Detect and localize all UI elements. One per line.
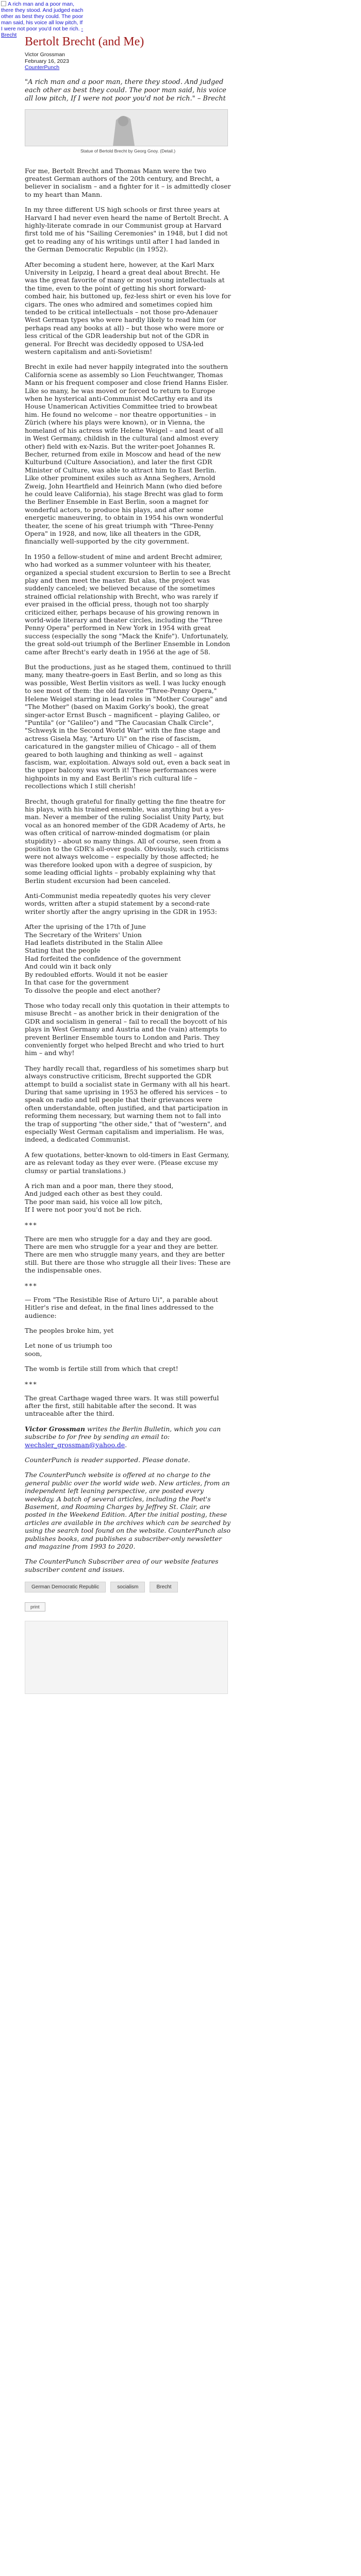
verse: A rich man and a poor man, there they stood, And judged each other as best they could. The poor man said, his voice all low pitch, If I were not poor you'd not be rich. — [25, 1182, 174, 1214]
bio-email-link[interactable]: wechsler_grossman@yahoo.de — [25, 1440, 125, 1449]
poem-line: After the uprising of the 17th of June — [25, 923, 146, 931]
bio-text: writes the Berlin Bulletin, which you can subscribe to for free by sending an email to: — [25, 1425, 221, 1441]
paragraph: Brecht, though grateful for finally getting the fine theatre for his plays, with his trained ensemble, was anything but a yes-man. Never a member of the ruling Socialist Unity Party, but vocal as an honored member of the GDR Academy of Arts, he was often critical of narrow-minded dogmatism (or plain stupidity) – about so many things. All of course, seen from a position to the GDR's all-over goals. Obviously, such criticisms were not always welcome – especially by those affected; he was therefore looked upon with a degree of suspicion, by some leading official lights – probably explaining why that Berlin student excursion had been canceled. — [25, 797, 229, 885]
tag[interactable]: German Democratic Republic — [25, 1582, 106, 1592]
poem-line: And could win it back only — [25, 962, 111, 971]
paragraph: A few quotations, better-known to old-timers in East Germany, are as relevant today as they ever were. (Please excuse my clumsy or partial translations.) — [25, 1150, 229, 1175]
support-note: CounterPunch is reader supported. Please donate. — [25, 1455, 190, 1464]
statue-image — [25, 109, 228, 146]
tag[interactable]: Brecht — [150, 1582, 178, 1592]
subscriber-blurb: The CounterPunch Subscriber area of our website features subscriber content and issues. — [25, 1557, 219, 1573]
statue-icon — [25, 110, 227, 146]
article-body — [25, 167, 231, 1574]
tag-list — [25, 1581, 231, 1596]
paragraph: There are men who struggle for a day and they are good. There are men who struggle for a year and they are better. There are men who struggle many years, and they are better still. But there are those who struggle all their lives: These are the indispensable ones. — [25, 1234, 231, 1275]
article-meta — [25, 52, 231, 71]
paragraph: After becoming a student here, however, at the Karl Marx University in Leipzig, I heard a great deal about Brecht. He was the great favorite of many or most young intellectuals at the time, even to the point of getting his short forward-combed hair, his buttoned up, fez-less shirt or even his love for cigars. The ones who admired and sometimes copied him tended to be critical intellectuals – not those pro-Adenauer West German types who were hardly likely to read him (or perhaps read any books at all) – but those who were more or less critical of the GDR leadership but not of the GDR in general. For Brecht was decidedly opposed to USA-led western capitalism and anti-Sovietism! — [25, 260, 231, 356]
header-image-alt: A rich man and a poor man, there they stood. And judged each other as best they could. The poor man said, his voice all low pitch, If I were not poor you'd not be rich. — [1, 1, 84, 32]
poem-line: To dissolve the people and elect another? — [25, 986, 160, 994]
epigraph: "A rich man and a poor man, there they stood. And judged each other as best they could. The poor man said, his voice all low pitch, If I were not poor you'd not be rich." – Brecht — [25, 78, 226, 103]
paragraph: The peoples broke him, yet — [25, 1326, 114, 1334]
poem-line: Had leaflets distributed in the Stalin Allee — [25, 939, 163, 947]
broken-image-icon — [1, 1, 6, 6]
paragraph: — From "The Resistible Rise of Arturo Ui", a parable about Hitler's rise and defeat, in the final lines addressed to the audience: — [25, 1295, 218, 1319]
ad-placeholder — [25, 1621, 228, 1694]
bio-tail: . — [125, 1440, 127, 1449]
author: Victor Grossman — [25, 52, 65, 58]
poem-line: Had forfeited the confidence of the government — [25, 954, 181, 962]
paragraph: But the productions, just as he staged them, continued to thrill many, many theatre-goers in East Berlin, and so long as this was possible, West Berlin visitors as well. I was lucky enough to see most of them: the old favorite "Three-Penny Opera," Helene Weigel starring in lead roles in "Mother Courage" and "The Mother" (based on Maxim Gorky's book), the great singer-actor Ernst Busch – magnificent – playing Galileo, or "Puntila" (or "Galileo") and "The Caucasian Chalk Circle", "Schweyk in the Second World War" with the fine stage and actress Gisela May, "Arturo Ui" on the rise of fascism, caricatured in the gangster milieu of Chicago – all of them geared to both laughing and thinking as well – against fascism, war, exploitation. Always sold out, even a back seat in the upper balcony was worth it! These performances were highpoints in my and East Berlin's rich cultural life – recollections which I still cherish! — [25, 663, 231, 790]
paragraph: Those who today recall only this quotation in their attempts to misuse Brecht – as another brick in their denigration of the GDR and socialism in general – fail to recall the boycott of his plays in West Germany and Austria and the (vain) attempts to prevent Berliner Ensemble tours to London and Paris. They conveniently forget who helped Brecht and who tried to hurt him – and why! — [25, 1001, 229, 1057]
author-bio — [25, 1425, 231, 1449]
paragraph: In 1950 a fellow-student of mine and ardent Brecht admirer, who had worked as a summer volunteer with his theater, organized a special student excursion to Berlin to see a Brecht play and then meet the master. But alas, the project was suddenly canceled; we believed because of the sometimes strained official relationship with Brecht, who was rarely if ever praised in the official press, though not too sharply criticized either, perhaps because of his growing renown in world-wide literary and theater circles, including the "Three Penny Opera" performed in New York in 1954 with great success (especially the song "Mack the Knife"). Unfortunately, the great sold-out triumph of the Berliner Ensemble in London came after Brecht's early death in 1956 at the age of 58. — [25, 552, 231, 656]
paragraph: They hardly recall that, regardless of his sometimes sharp but always constructive criticism, Brecht supported the GDR attempt to build a socialist state in Germany with all his heart. During that same uprising in 1953 he offered his services – to speak on radio and tell people that their grievances were often understandable, often justified, and that participation in reforming them necessary, but warning them not to fall into the trap of supporting "the other side," that of "western", and especially West German capitalism and imperialism. He was, indeed, a dedicated Communist. — [25, 1064, 231, 1144]
header-image-caption-link[interactable]: - Brecht — [1, 26, 84, 38]
header-image-link[interactable] — [1, 1, 84, 38]
poem — [25, 923, 231, 994]
separator: *** — [25, 1221, 38, 1229]
poem-line: By redoubled efforts. Would it not be easier — [25, 970, 168, 978]
separator: *** — [25, 1380, 38, 1388]
separator: *** — [25, 1281, 38, 1290]
image-caption: Statue of Bertold Brecht by Georg Gnoy. (Detail.) — [80, 148, 176, 154]
paragraph: For me, Bertolt Brecht and Thomas Mann were the two greatest German authors of the 20th century, and Brecht, a believer in socialism – and a fighter for it – is admittedly closer to my heart than Mann. — [25, 166, 231, 198]
poem-line: Stating that the people — [25, 946, 101, 955]
site-blurb: The CounterPunch website is offered at no charge to the general public over the world wide web. New articles, from an independent left leaning perspective, are posted every weekday. A batch of several articles, including the Poet's Basement, and Roaming Charges by Jeffrey St. Clair, are posted in the Weekend Edition. After the initial posting, these articles are available in the archives which can be searched by using the search tool found on the website. CounterPunch also publishes books, and publishes a subscriber-only newsletter and magazine from 1993 to 2020. — [25, 1471, 231, 1551]
paragraph: Anti-Communist media repeatedly quotes his very clever words, written after a stupid statement by a second-rate writer shortly after the angry uprising in the GDR in 1953: — [25, 892, 217, 916]
paragraph: Brecht in exile had never happily integrated into the southern California scene as assembly so Lion Feuchtwanger, Thomas Mann or his frequent composer and close friend Hanns Eisler. Like so many, he was moved or forced to return to Europe when he hysterical anti-Communist McCarthy era and its House Unamerican Activities Committee tried to browbeat him. He found no welcome – nor theatre opportunities – in Zürich (where his plays were known), or in Vienna, the homeland of his actress wife Helene Weigel – and least of all in West Germany, childish in the cultural (and almost every other) field with ex-Nazis. But the writer-poet Johannes R. Becher, returned from exile in Moscow and head of the new Kulturbund (Culture Association), and later the first GDR Minister of Culture, was able to attract him to East Berlin. Like other prominent exiles such as Anna Seghers, Arnold Zweig, John Heartfield and Heinrich Mann (who died before he could leave California), his stage Brecht was glad to form the Berliner Ensemble in East Berlin, soon a magnet for wonderful actors, to produce his plays, and after some energetic maneuvering, to obtain in 1954 his own wonderful theater, the scene of his great triumph with "Three-Penny Opera" in 1928, and now, like all theaters in the GDR, financially well-supported by the city government. — [25, 363, 228, 546]
paragraph: The great Carthage waged three wars. It was still powerful after the first, still habitable after the second. It was untraceable after the third. — [25, 1394, 219, 1418]
date: February 16, 2023 — [25, 58, 69, 64]
bio-name: Victor Grossman — [25, 1425, 85, 1433]
article-title: Bertolt Brecht (and Me) — [25, 35, 144, 48]
tag[interactable]: socialism — [110, 1582, 145, 1592]
paragraph: In my three different US high schools or first three years at Harvard I had never even heard the name of Bertolt Brecht. A highly-literate comrade in our Communist group at Harvard first told me of his "Sailing Ceremonies" in 1948, but I did not get to reading any of his writings until after I had landed in the German Democratic Republic (in 1952). — [25, 206, 228, 253]
source-link[interactable]: CounterPunch — [25, 64, 60, 71]
article — [25, 34, 231, 1704]
poem-line: The Secretary of the Writers' Union — [25, 930, 142, 939]
verse: Let none of us triumph too soon, — [25, 1342, 112, 1358]
poem-line: In that case for the government — [25, 978, 129, 987]
paragraph: The womb is fertile still from which that crept! — [25, 1365, 178, 1373]
print-button[interactable]: print — [25, 1602, 45, 1612]
